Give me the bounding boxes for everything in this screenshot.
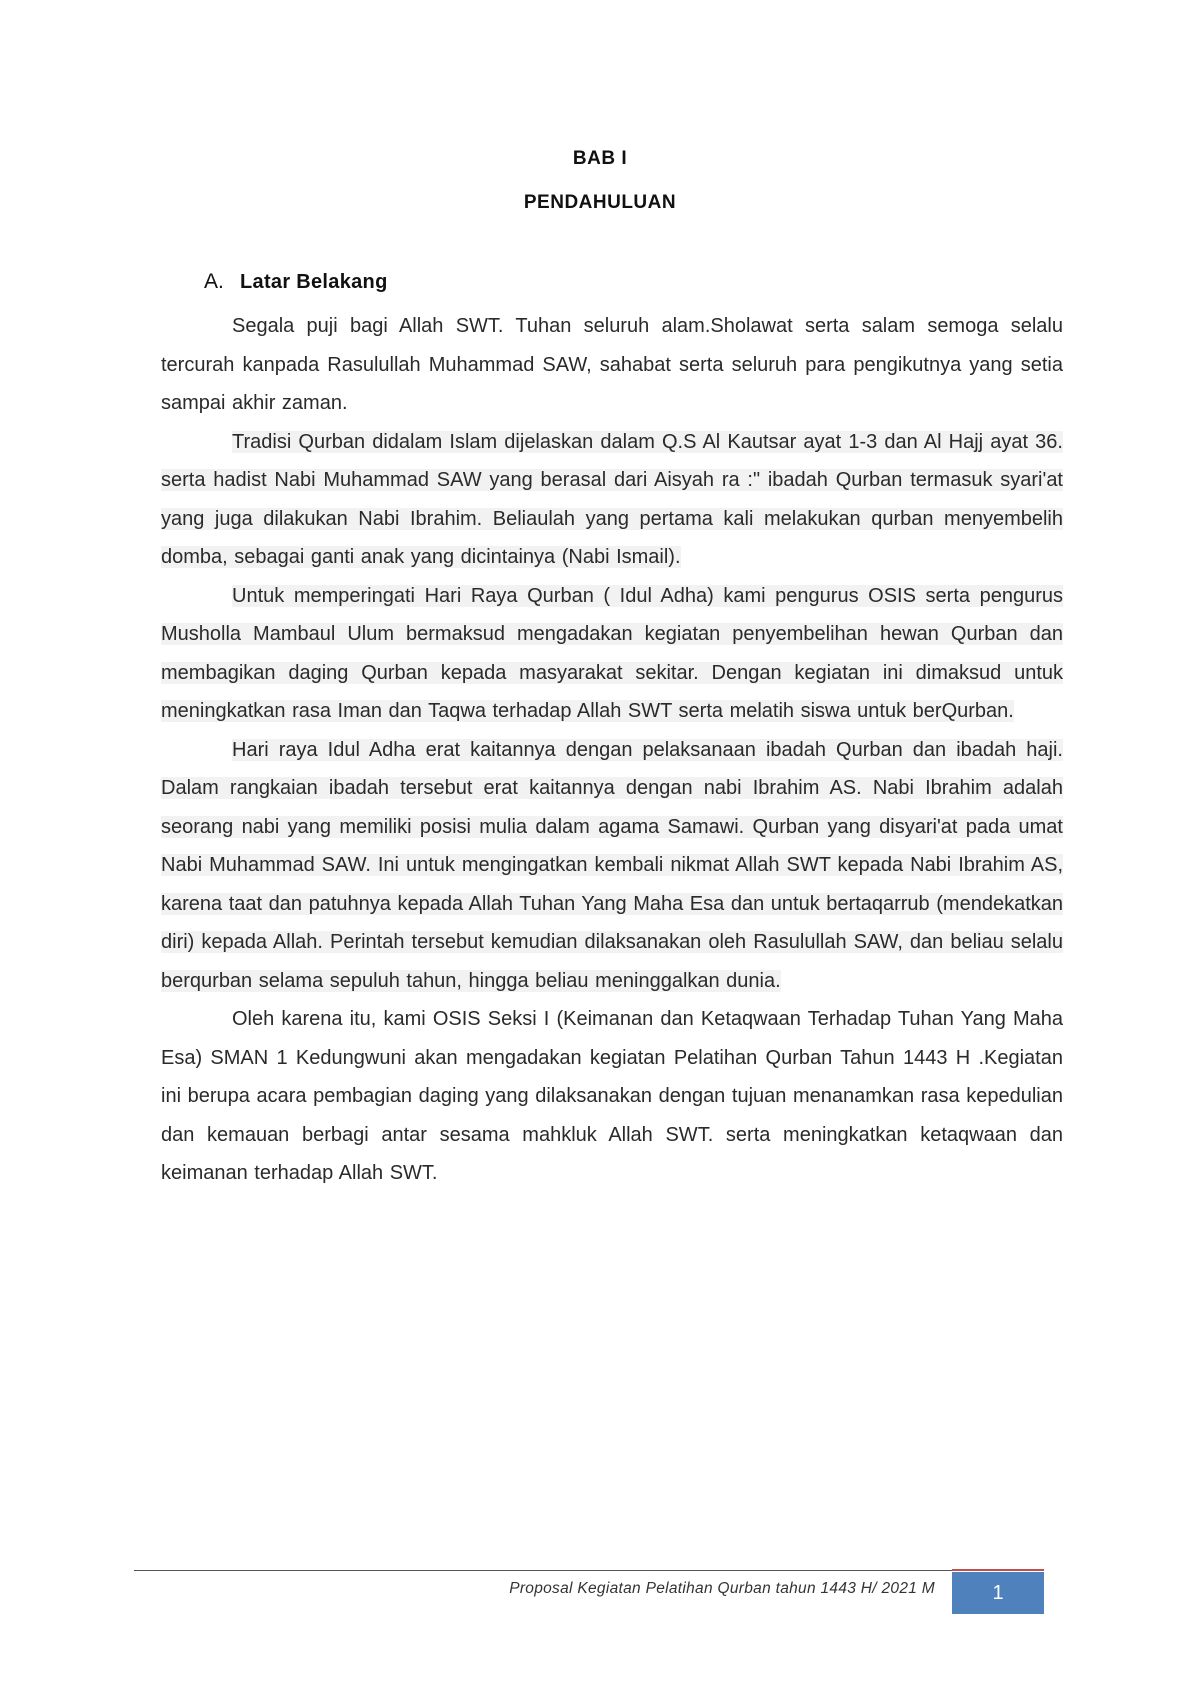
paragraph-3 xyxy=(161,577,1063,731)
paragraph-3-text: Untuk memperingati Hari Raya Qurban ( Idul Adha) kami pengurus OSIS serta pengurus Musholla Mambaul Ulum bermaksud mengadakan kegiatan penyembelihan hewan Qurban dan membagikan daging Qurban kepada masyarakat sekitar. Dengan kegiatan ini dimaksud untuk meningkatkan rasa Iman dan Taqwa terhadap Allah SWT serta melatih siswa untuk berQurban. xyxy=(161,584,1063,722)
paragraph-1 xyxy=(161,307,1063,423)
footer-caption: Proposal Kegiatan Pelatihan Qurban tahun 1443 H/ 2021 M xyxy=(509,1580,935,1597)
paragraph-2 xyxy=(161,423,1063,577)
chapter-number: BAB I xyxy=(572,148,628,169)
paragraph-4-text: Hari raya Idul Adha erat kaitannya dengan pelaksanaan ibadah Qurban dan ibadah haji. Dalam rangkaian ibadah tersebut erat kaitannya dengan nabi Ibrahim AS. Nabi Ibrahim adalah seorang nabi yang memiliki posisi mulia dalam agama Samawi. Qurban yang disyari'at pada umat Nabi Muhammad SAW. Ini untuk mengingatkan kembali nikmat Allah SWT kepada Nabi Ibrahim AS, karena taat dan patuhnya kepada Allah Tuhan Yang Maha Esa dan untuk bertaqarrub (mendekatkan diri) kepada Allah. Perintah tersebut kemudian dilaksanakan oleh Rasulullah SAW, dan beliau selalu berqurban selama sepuluh tahun, hingga beliau meninggalkan dunia. xyxy=(161,738,1063,992)
section-letter: A. xyxy=(204,270,224,293)
section-title: Latar Belakang xyxy=(240,271,388,293)
paragraph-2-text: Tradisi Qurban didalam Islam dijelaskan dalam Q.S Al Kautsar ayat 1-3 dan Al Hajj ayat 36. serta hadist Nabi Muhammad SAW yang berasal dari Aisyah ra :" ibadah Qurban termasuk syari'at yang juga dilakukan Nabi Ibrahim. Beliaulah yang pertama kali melakukan qurban menyembelih domba, sebagai ganti anak yang dicintainya (Nabi Ismail). xyxy=(161,430,1063,568)
chapter-title: PENDAHULUAN xyxy=(523,192,677,213)
paragraph-4 xyxy=(161,731,1063,1001)
body-text xyxy=(161,307,1063,1193)
section-heading xyxy=(204,270,388,294)
paragraph-1-text: Segala puji bagi Allah SWT. Tuhan seluruh alam.Sholawat serta salam semoga selalu tercurah kanpada Rasulullah Muhammad SAW, sahabat serta seluruh para pengikutnya yang setia sampai akhir zaman. xyxy=(161,315,1063,414)
footer-rule-accent xyxy=(952,1569,1044,1571)
paragraph-5-text: Oleh karena itu, kami OSIS Seksi I (Keimanan dan Ketaqwaan Terhadap Tuhan Yang Maha Esa) SMAN 1 Kedungwuni akan mengadakan kegiatan Pelatihan Qurban Tahun 1443 H .Kegiatan ini berupa acara pembagian daging yang dilaksanakan dengan tujuan menanamkan rasa kepedulian dan kemauan berbagi antar sesama mahkluk Allah SWT. serta meningkatkan ketaqwaan dan keimanan terhadap Allah SWT. xyxy=(161,1008,1063,1184)
footer-rule xyxy=(134,1570,1044,1571)
paragraph-5 xyxy=(161,1000,1063,1193)
page-number: 1 xyxy=(952,1572,1044,1614)
